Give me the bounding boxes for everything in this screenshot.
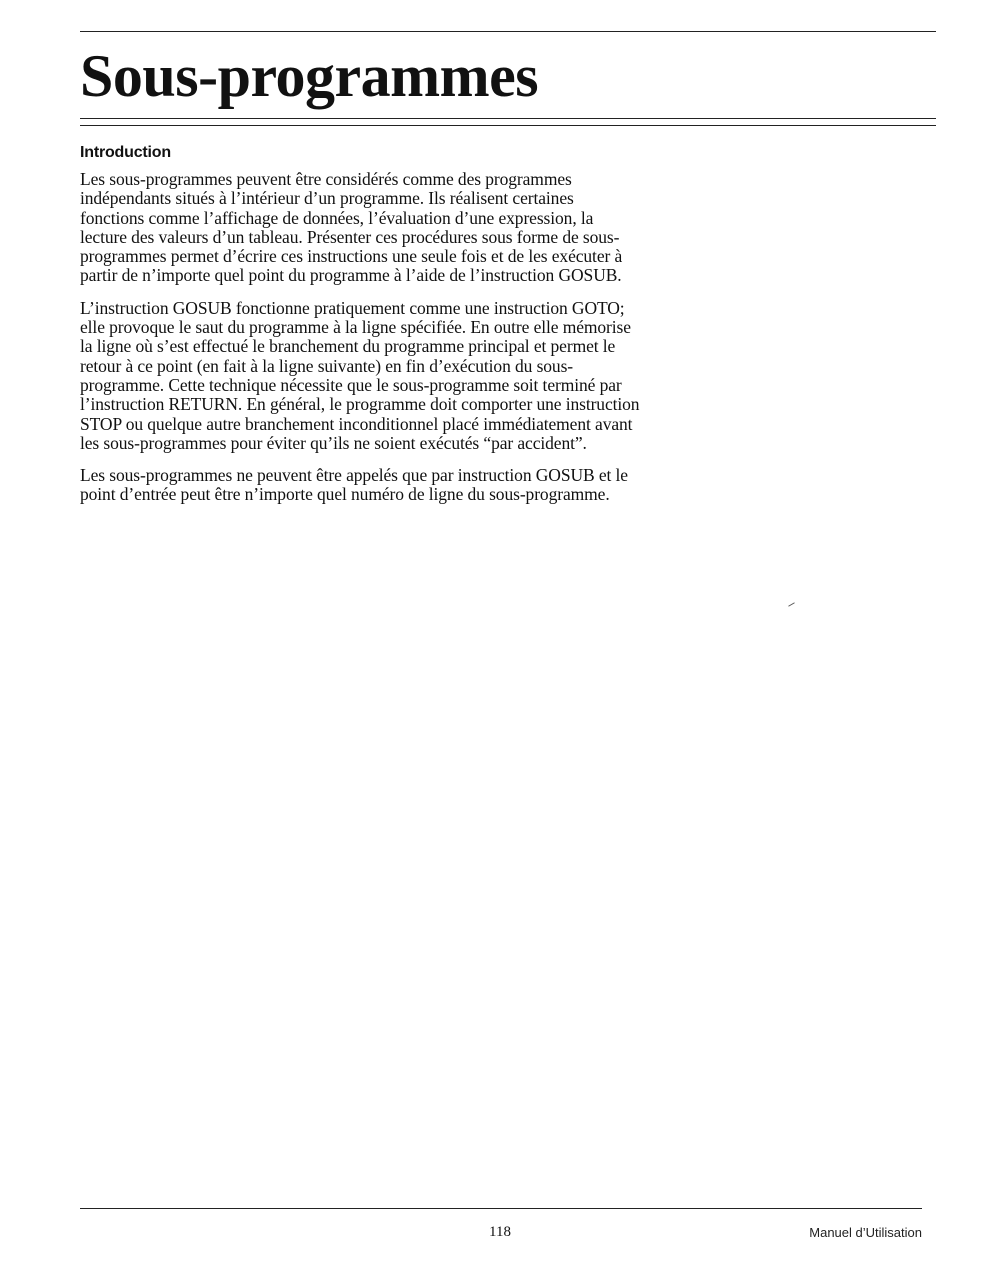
title-double-rule [80, 118, 936, 126]
top-rule [80, 31, 936, 32]
section-heading: Introduction [80, 144, 171, 161]
paragraph-intro: Les sous-programmes peuvent être considérés comme des programmes indépendants situés à l’intérieur d’un programme. Ils réalisent certaines fonctions comme l’affichage de données, l’évaluation d’une expression, la lecture des valeurs d’un tableau. Présenter ces procédures sous forme de sous-programmes permet d’écrire ces instructions une seule fois et de les exécuter à partir de n’importe quel point du programme à l’aide de l’instruction GOSUB. [80, 169, 623, 286]
page-title: Sous-programmes [80, 43, 539, 109]
stray-mark [788, 602, 795, 606]
footer-rule [80, 1208, 922, 1209]
paragraph-entry-point: Les sous-programmes ne peuvent être appelés que par instruction GOSUB et le point d’entrée peut être n’importe quel numéro de ligne du sous-programme. [80, 465, 628, 505]
paragraph-gosub: L’instruction GOSUB fonctionne pratiquement comme une instruction GOTO; elle provoque le saut du programme à la ligne spécifiée. En outre elle mémorise la ligne où s’est effectué le branchement du programme principal et permet le retour à ce point (en fait à la ligne suivante) en fin d’exécution du sous-programme. Cette technique nécessite que le sous-programme soit terminé par l’instruction RETURN. En général, le programme doit comporter une instruction STOP ou quelque autre branchement inconditionnel placé immédiatement avant les sous-programmes pour éviter qu’ils ne soient exécutés “par accident”. [80, 297, 640, 453]
footer-manual-label: Manuel d’Utilisation [809, 1225, 922, 1240]
main-content [80, 143, 640, 518]
page-number: 118 [489, 1224, 511, 1240]
